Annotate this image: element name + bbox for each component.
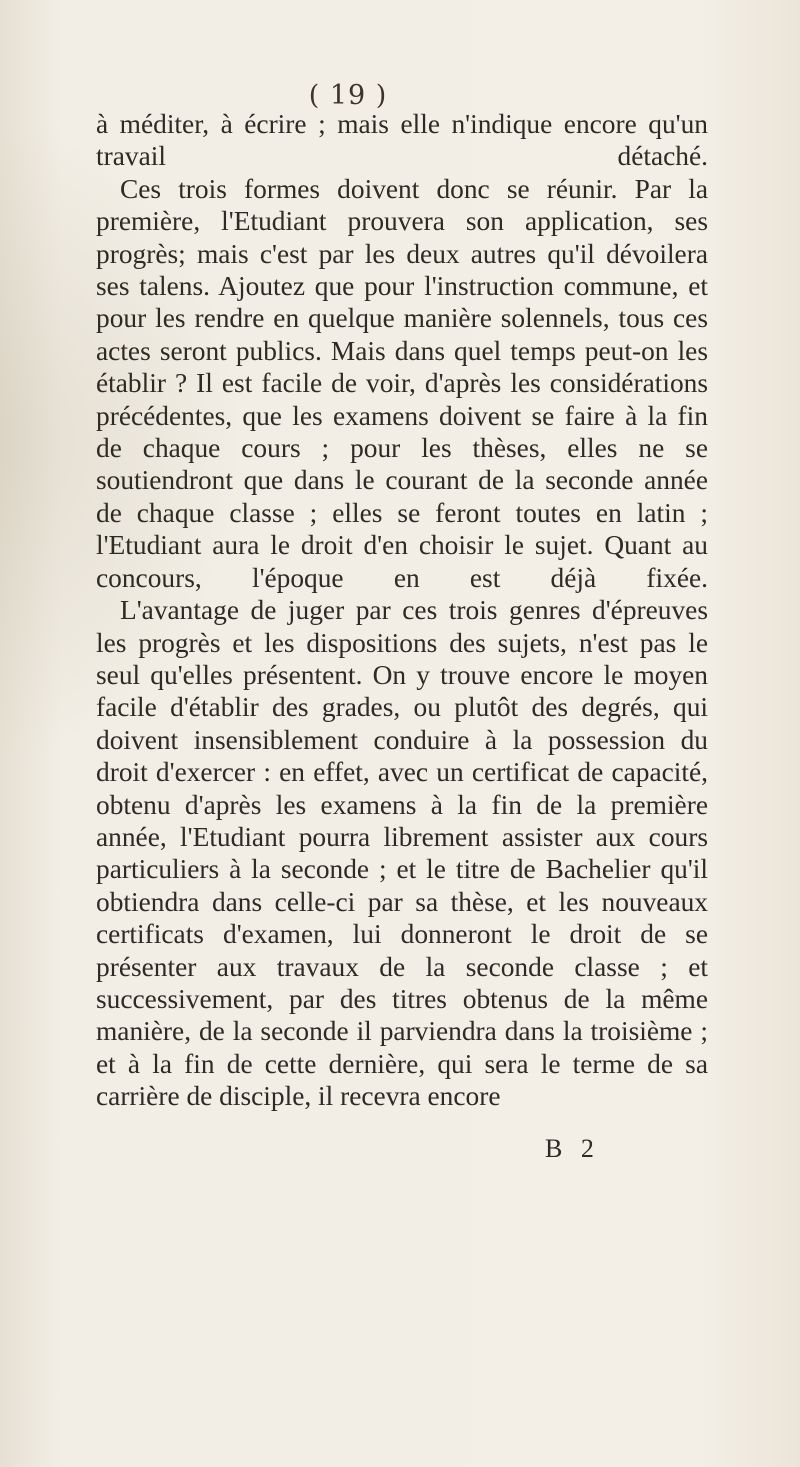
page-number: ( 19 ) xyxy=(308,80,388,111)
body-text xyxy=(96,108,708,1113)
paragraph-three-forms: Ces trois formes doivent donc se réunir. Par la première, l'Etudiant prouvera son application, ses progrès; mais c'est par les deux autres qu'il dévoilera ses talens. Ajoutez que pour l'instruction commune, et pour les rendre en quelque manière solennels, tous ces actes seront publics. Mais dans quel temps peut-on les établir ? Il est facile de voir, d'après les considérations précédentes, que les examens doivent se faire à la fin de chaque cours ; pour les thèses, elles ne se soutiendront que dans le courant de la seconde année de chaque classe ; elles se feront toutes en latin ; l'Etudiant aura le droit d'en choisir le sujet. Quant au concours, l'époque en est déjà fixée. xyxy=(96,173,708,593)
signature-mark: B 2 xyxy=(545,1134,600,1163)
paragraph-continuation: à méditer, à écrire ; mais elle n'indique encore qu'un travail détaché. xyxy=(96,109,708,172)
paragraph-advantage: L'avantage de juger par ces trois genres d'épreuves les progrès et les dispositions des sujets, n'est pas le seul qu'elles présentent. On y trouve encore le moyen facile d'établir des grades, ou plutôt des degrés, qui doivent insensiblement conduire à la possession du droit d'exercer : en effet, avec un certificat de capacité, obtenu d'après les examens à la fin de la première année, l'Etudiant pourra librement assister aux cours particuliers à la seconde ; et le titre de Bachelier qu'il obtiendra dans celle-ci par sa thèse, et les nouveaux certificats d'examen, lui donneront le droit de se présenter aux travaux de la seconde classe ; et successivement, par des titres obtenus de la même manière, de la seconde il parviendra dans la troisième ; et à la fin de cette dernière, qui sera le terme de sa carrière de disciple, il recevra encore xyxy=(96,595,708,1112)
page-number-header xyxy=(0,80,800,111)
